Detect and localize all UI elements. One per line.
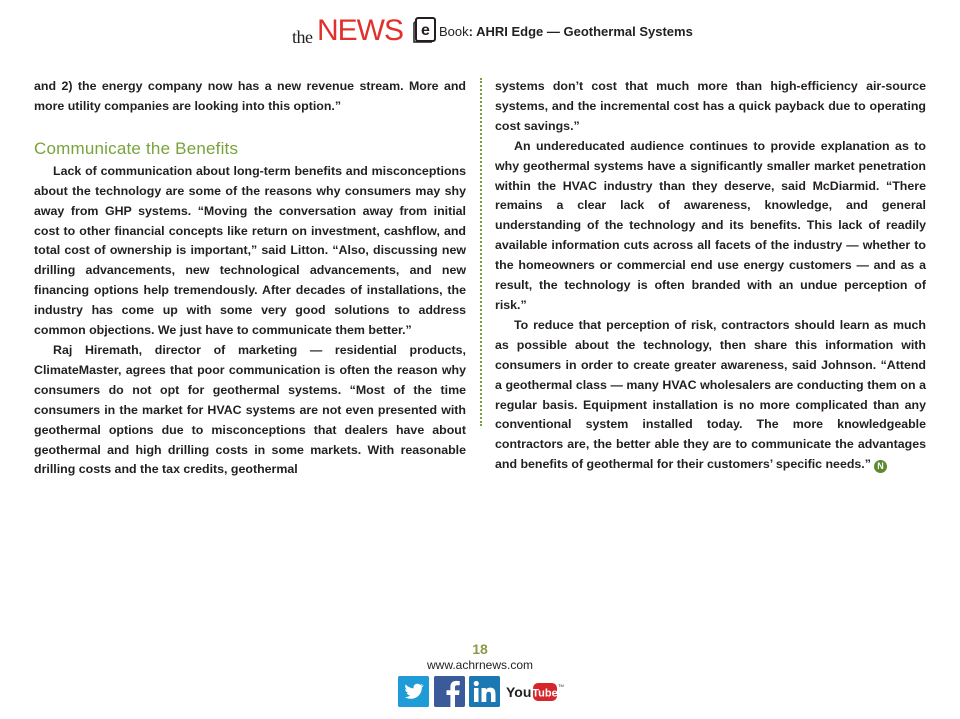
ebook-icon bbox=[413, 17, 437, 43]
right-paragraph-1: systems don’t cost that much more than high-efficiency air-source systems, and the incremental cost has a quick payback due to operating cost savings.” bbox=[495, 79, 926, 133]
page-number: 18 bbox=[472, 641, 488, 657]
youtube-tm: TM bbox=[558, 683, 564, 688]
right-column bbox=[495, 77, 926, 475]
facebook-icon[interactable] bbox=[434, 676, 465, 707]
youtube-you: You bbox=[506, 684, 532, 700]
news-end-mark-icon: N bbox=[874, 460, 887, 473]
youtube-tube: Tube bbox=[532, 687, 558, 700]
youtube-icon[interactable] bbox=[505, 676, 563, 707]
ebook-title bbox=[439, 24, 693, 39]
right-paragraph-3 bbox=[495, 316, 926, 475]
ebook-title-rest: : AHRI Edge — Geothermal Systems bbox=[468, 24, 693, 39]
page-header bbox=[0, 15, 960, 49]
left-column bbox=[34, 77, 466, 480]
ebook-title-prefix: Book bbox=[439, 24, 469, 39]
section-heading: Communicate the Benefits bbox=[34, 138, 239, 158]
twitter-icon[interactable] bbox=[398, 676, 429, 707]
right-paragraph-3-text: To reduce that perception of risk, contractors should learn as much as possible about the technology, then share this information with consumers in order to create greater awareness, said Johnson. “Attend a geothermal class — many HVAC wholesalers are conducting them on a regular basis. Equipment installation is no more complicated than any conventional system installed today. The more knowledgeable contractors are, the better able they are to communicate the advantages and benefits of geothermal for their customers’ specific needs.” bbox=[495, 317, 926, 472]
paragraph-spacer bbox=[34, 117, 466, 136]
ebook-letter: e bbox=[421, 22, 430, 39]
website-link[interactable]: www.achrnews.com bbox=[426, 658, 534, 672]
left-paragraph-2: Lack of communication about long-term benefits and misconceptions about the technology are some of the reasons why consumers may shy away from GHP systems. “Moving the conversation away from initial cost to other financial concepts like return on investment, cashflow, and total cost of ownership is important,” said Litton. “Also, discussing new drilling advancements, new technological advancements, and new financing options help tremendously. After decades of installations, the industry has come up with some very good solutions to address common objections. We just have to communicate them better.” bbox=[34, 163, 466, 338]
logo-the: the bbox=[292, 27, 313, 47]
column-divider bbox=[480, 78, 482, 426]
left-paragraph-3: Raj Hiremath, director of marketing — residential products, ClimateMaster, agrees that poor communication is often the reason why consumers do not opt for geothermal systems. “Most of the time consumers in the market for HVAC systems are not even presented with geothermal options due to misconceptions that dealers have about geothermal and high drilling costs in some markets. With reasonable drilling costs and the tax credits, geothermal bbox=[34, 342, 466, 477]
linkedin-icon[interactable] bbox=[469, 676, 500, 707]
left-paragraph-1: and 2) the energy company now has a new revenue stream. More and more utility companies are looking into this option.” bbox=[34, 79, 466, 113]
logo-news: NEWS bbox=[317, 14, 403, 47]
right-paragraph-2: An undereducated audience continues to provide explanation as to why geothermal systems have a significantly smaller market penetration within the HVAC industry than they deserve, said McDiarmid. “There remains a clear lack of awareness, knowledge, and general understanding of the technology and its benefits. This lack of readily available information cuts across all facets of the industry — whether to the homeowners or commercial end use energy customers — and as a result, the technology is often branded with an undue perception of risk.” bbox=[495, 138, 926, 312]
